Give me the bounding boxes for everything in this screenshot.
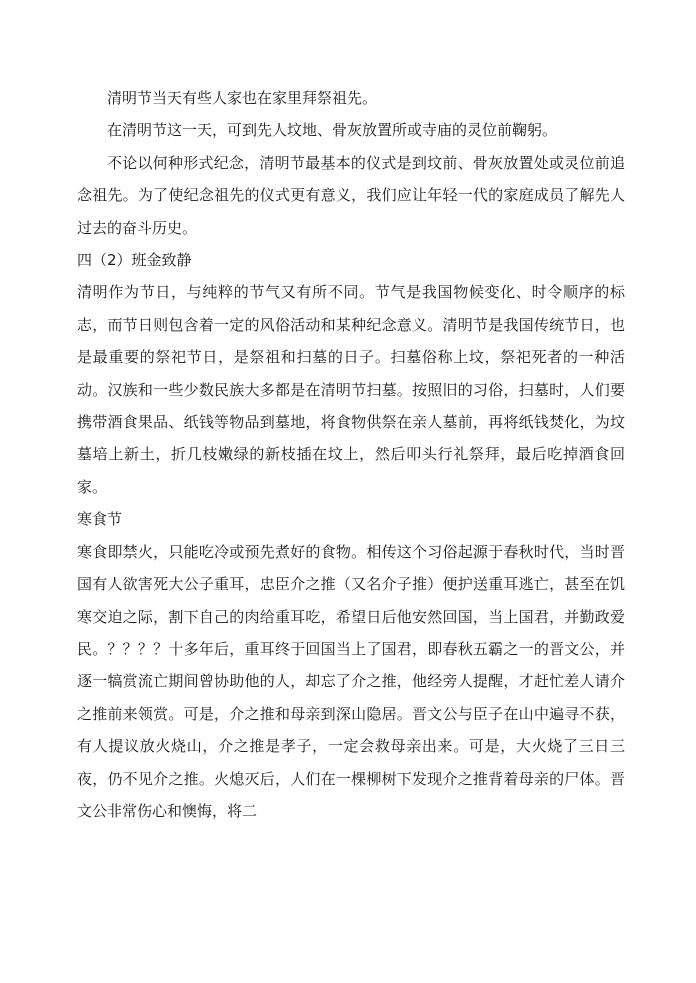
section-heading-author: 四（2）班金致静 [77,251,192,270]
paragraph-bow-at-grave: 在清明节这一天，可到先人坟地、骨灰放置所或寺庙的灵位前鞠躬。 [107,121,558,140]
paragraph-qingming-festival: 清明作为节日，与纯粹的节气又有所不同。节气是我国物候变化、时令顺序的标志，而节日则包含着一定的风俗活动和某种纪念意义。清明节是我国传统节日，也是最重要的祭祀节日，是祭祖和扫墓的日子。扫墓俗称上坟，祭祀死者的一种活动。汉族和一些少数民族大多都是在清明节扫墓。按照旧的习俗，扫墓时，人们要携带酒食果品、纸钱等物品到墓地，将食物供祭在亲人墓前，再将纸钱焚化，为坟墓培上新土，折几枝嫩绿的新枝插在坟上，然后叩头行礼祭拜，最后吃掉酒食回家。 [77,283,625,496]
paragraph-hanshi-story: 寒食即禁火，只能吃冷或预先煮好的食物。相传这个习俗起源于春秋时代，当时晋国有人欲害死大公子重耳，忠臣介之推（又名介子推）便护送重耳逃亡，甚至在饥寒交迫之际，割下自己的肉给重耳吃，希望日后他安然回国，当上国君，并勤政爱民。？？？？十多年后，重耳终于回国当上了国君，即春秋五霸之一的晋文公，并逐一犒赏流亡期间曾协助他的人，却忘了介之推，他经旁人提醒，才赶忙差人请介之推前来领赏。可是，介之推和母亲到深山隐居。晋文公与臣子在山中遍寻不获，有人提议放火烧山，介之推是孝子，一定会救母亲出来。可是，大火烧了三日三夜，仍不见介之推。火熄灭后，人们在一棵柳树下发现介之推背着母亲的尸体。晋文公非常伤心和懊悔，将二 [77,542,625,820]
paragraph-worship-at-home: 清明节当天有些人家也在家里拜祭祖先。 [107,89,378,107]
section-heading-hanshi: 寒食节 [77,510,123,529]
paragraph-basic-ritual: 不论以何种形式纪念，清明节最基本的仪式是到坟前、骨灰放置处或灵位前追念祖先。为了使纪念祖先的仪式更有意义，我们应让年轻一代的家庭成员了解先人过去的奋斗历史。 [77,153,625,237]
document-body [77,82,625,827]
